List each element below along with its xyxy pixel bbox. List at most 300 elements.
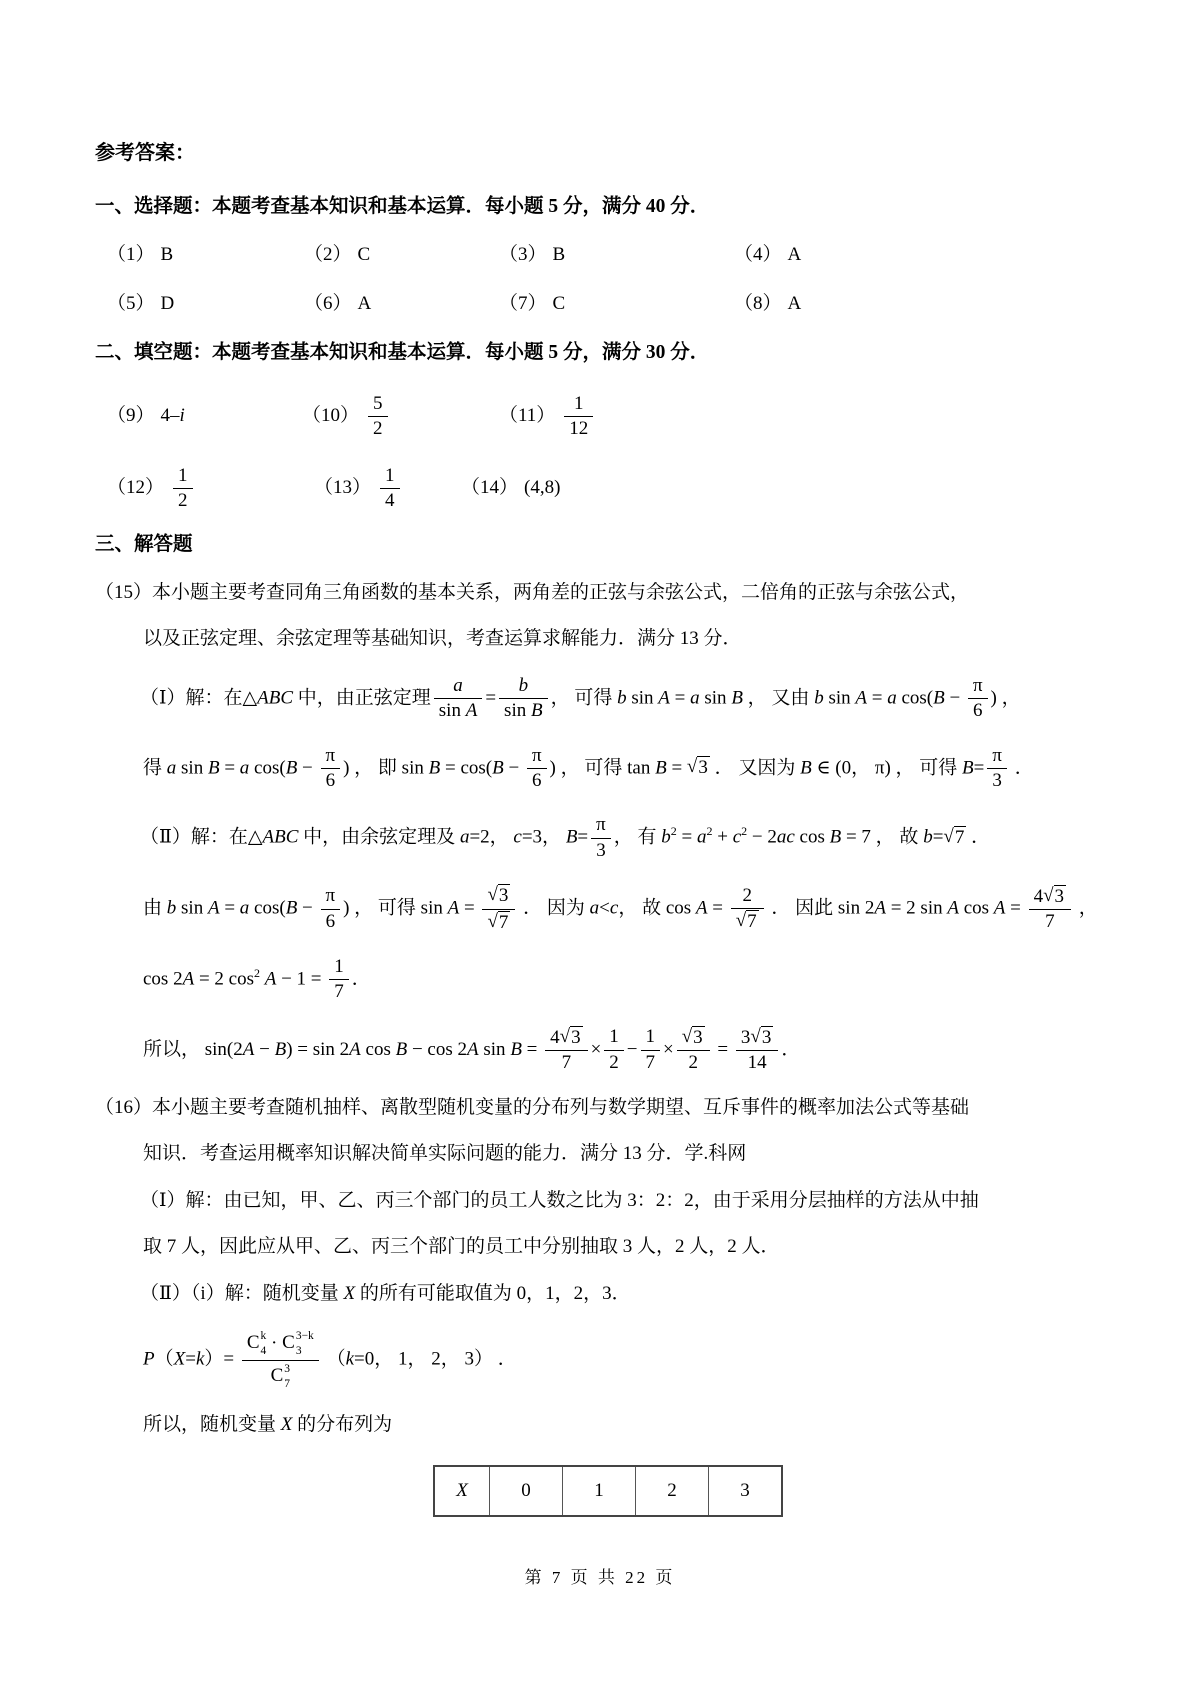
superscript: 2 <box>741 824 748 839</box>
combination-symbol <box>270 1363 291 1390</box>
math-var: k <box>345 1348 355 1370</box>
problem-16-intro-line-1: （16）本小题主要考查随机抽样、离散型随机变量的分布列与数学期望、互斥事件的概率加法公式等基础 <box>95 1096 970 1118</box>
math-text: sin <box>504 700 531 722</box>
math-text: = <box>1005 897 1026 919</box>
answer-item <box>734 241 801 270</box>
math-text: 7 <box>747 911 757 933</box>
math-text: ． <box>966 826 991 848</box>
math-text: 2 <box>178 490 188 511</box>
math-var: A <box>874 897 886 919</box>
math-var: a <box>589 897 600 919</box>
math-text: 6 <box>325 910 336 932</box>
fraction <box>380 465 400 513</box>
radicand <box>498 884 511 907</box>
answer-item <box>304 290 499 319</box>
math-text: × <box>663 1038 674 1060</box>
math-text: ． 因为 <box>518 897 590 919</box>
math-text: · <box>266 1332 283 1354</box>
answer-item <box>499 390 596 444</box>
answer-value <box>377 464 403 511</box>
math-text: ) ， 可得 tan <box>549 756 656 778</box>
math-var: ABC <box>262 826 299 848</box>
math-text: 3 <box>571 1026 581 1048</box>
table-row <box>434 1466 782 1516</box>
math-text: 3 <box>992 769 1002 791</box>
math-text: ， 有 <box>613 826 662 848</box>
radical-sign: √ <box>1043 884 1054 906</box>
math-var: B <box>565 826 578 848</box>
fraction-denominator <box>736 1051 778 1074</box>
answer-item <box>107 241 304 270</box>
fraction <box>677 1026 710 1075</box>
math-text: − cos 2 <box>407 1038 468 1060</box>
answer-value: D <box>160 292 175 314</box>
fraction-numerator <box>987 745 1007 769</box>
combination-symbol <box>246 1330 267 1358</box>
math-var: a <box>690 687 700 709</box>
math-text: =0， 1， 2， 3） ． <box>354 1348 517 1370</box>
math-var: A <box>349 1038 361 1060</box>
fraction-denominator <box>482 910 515 934</box>
superscript: 2 <box>253 965 260 980</box>
fraction-denominator <box>1029 910 1071 933</box>
fraction-denominator <box>545 1051 587 1074</box>
math-text: cos <box>958 897 994 919</box>
math-text: （Ⅱ）（i）解：随机变量 <box>140 1282 344 1304</box>
answer-value: A <box>357 292 372 314</box>
math-text: 2 <box>609 1051 619 1073</box>
fraction-numerator <box>677 1026 710 1051</box>
problem-15-solution-line <box>140 811 1112 865</box>
math-text: = <box>219 756 240 778</box>
superscript: 2 <box>706 824 713 839</box>
math-text: − 1 = <box>276 968 327 990</box>
fraction-numerator <box>736 1026 778 1051</box>
math-var: B <box>731 687 743 709</box>
fraction-numerator <box>968 675 988 699</box>
fraction <box>604 1026 624 1074</box>
math-text: cos <box>360 1038 396 1060</box>
fraction-denominator <box>987 769 1007 792</box>
fraction-numerator <box>242 1329 319 1361</box>
answer-item <box>107 290 304 319</box>
sqrt-radical <box>1043 886 1066 907</box>
combination-base: C <box>282 1332 295 1354</box>
fraction <box>434 675 483 723</box>
fraction-denominator <box>173 489 193 512</box>
sqrt-radical <box>750 1027 773 1048</box>
math-text: 4 <box>1033 885 1044 907</box>
fraction <box>173 465 193 513</box>
math-var: ABC <box>257 687 294 709</box>
math-var: X <box>343 1282 356 1304</box>
math-text: = <box>185 1348 196 1370</box>
math-text: = <box>666 756 687 778</box>
fraction <box>1029 885 1071 934</box>
answer-value: B <box>552 244 566 266</box>
answer-value: A <box>787 244 802 266</box>
math-text: π <box>596 814 606 836</box>
math-text: ． <box>781 1038 801 1060</box>
math-text: ) ， 可得 sin <box>343 897 448 919</box>
math-var: P <box>143 1348 155 1370</box>
math-var: B <box>428 756 441 778</box>
problem-16-intro-line-2: 知识．考查运用概率知识解决简单实际问题的能力．满分 13 分．学.科网 <box>143 1143 747 1165</box>
fraction-denominator <box>434 699 483 722</box>
fraction <box>641 1026 661 1074</box>
math-var: B <box>492 756 504 778</box>
math-text: 所以，随机变量 <box>143 1413 281 1435</box>
combination-scripts <box>284 1362 290 1392</box>
fraction-denominator <box>968 699 988 722</box>
math-var: B <box>530 700 543 722</box>
fraction-denominator <box>329 980 349 1003</box>
answer-item <box>734 290 801 319</box>
math-text: ． <box>351 968 371 990</box>
math-var: B <box>285 897 298 919</box>
radical-sign: √ <box>943 825 954 847</box>
fraction <box>242 1329 319 1392</box>
answer-item <box>107 402 302 431</box>
fraction-numerator <box>499 675 548 699</box>
fraction <box>591 814 611 862</box>
problem-15-solution-line <box>140 672 1112 726</box>
sqrt-radical <box>487 912 510 933</box>
math-var: A <box>242 1038 255 1060</box>
radicand <box>498 911 511 934</box>
math-var: c <box>609 897 619 919</box>
fraction <box>545 1026 587 1075</box>
math-text: =2， <box>469 826 514 848</box>
radical-sign: √ <box>686 755 698 777</box>
math-text: ）= <box>204 1348 239 1370</box>
answer-label: （9） <box>107 405 155 427</box>
math-text: 1 <box>645 1026 656 1048</box>
radical-sign: √ <box>487 910 498 932</box>
combination-symbol <box>282 1330 314 1358</box>
math-text: 所以， sin(2 <box>143 1038 243 1060</box>
fraction-numerator <box>731 885 764 909</box>
math-text: 6 <box>531 769 542 791</box>
math-var: B <box>395 1038 408 1060</box>
math-text: 2 <box>373 418 383 439</box>
math-text: = 2 sin <box>885 897 948 919</box>
math-text: = <box>932 826 944 848</box>
fraction-numerator <box>1029 885 1071 910</box>
math-text: 4– <box>160 405 180 427</box>
fraction-numerator <box>434 675 483 699</box>
answer-label: （14） <box>461 477 519 499</box>
answer-label: （12） <box>107 476 165 498</box>
fraction-denominator <box>731 909 764 933</box>
radical-sign: √ <box>559 1025 571 1047</box>
distribution-table <box>433 1465 783 1517</box>
sqrt-radical <box>487 885 510 906</box>
math-text: 3 <box>693 1026 703 1048</box>
answer-value <box>524 477 560 498</box>
math-text: 1 <box>574 392 584 414</box>
math-text: sin <box>438 700 466 722</box>
fill-answers-row-2 <box>107 458 1112 520</box>
math-var: A <box>207 897 220 919</box>
math-text: = 7 ， 故 <box>841 826 924 848</box>
answer-label: （1） <box>107 244 155 266</box>
fraction-denominator <box>604 1051 624 1074</box>
problem-16-part2-line <box>140 1280 1112 1309</box>
section-choice-heading: 一、选择题：本题考查基本知识和基本运算．每小题 5 分，满分 40 分． <box>95 196 710 217</box>
math-var: ac <box>776 826 795 848</box>
combination-subscript: 3 <box>295 1345 302 1358</box>
answer-value: B <box>160 244 174 266</box>
math-var: A <box>467 1038 479 1060</box>
fraction-numerator <box>482 884 515 909</box>
answer-value: C <box>552 292 566 314</box>
fraction-denominator <box>368 417 388 440</box>
math-text: sin <box>626 687 659 709</box>
math-text: π <box>325 744 336 766</box>
answer-item <box>314 462 461 516</box>
math-text: ． <box>1009 756 1034 778</box>
radical-sign: √ <box>735 910 747 932</box>
fill-answers-row-1 <box>107 386 1112 448</box>
math-text: 1 <box>334 956 344 977</box>
fraction <box>321 885 341 933</box>
problem-15-intro-line-1: （15）本小题主要考查同角三角函数的基本关系，两角差的正弦与余弦公式，二倍角的正弦与余弦公式， <box>95 581 970 603</box>
fraction-denominator <box>527 769 547 792</box>
math-text: sin <box>176 756 208 778</box>
math-var: a <box>459 826 470 848</box>
math-text: 的分布列为 <box>292 1413 393 1435</box>
math-text: 2 <box>742 884 752 906</box>
math-text: cos 2 <box>143 968 183 990</box>
choice-answers-row-1 <box>107 241 1112 270</box>
math-text: ) ， 即 sin <box>343 756 429 778</box>
math-var: B <box>655 756 667 778</box>
sqrt-radical <box>736 911 759 932</box>
combination-base: C <box>246 1332 260 1354</box>
math-text: = <box>973 756 985 778</box>
fraction <box>527 745 547 793</box>
math-text: = <box>712 1038 733 1060</box>
table-cell-header: X <box>434 1466 490 1516</box>
math-text: sin <box>699 687 732 709</box>
problem-15-solution-line <box>143 1023 1112 1078</box>
math-text: π <box>972 674 983 696</box>
table-cell: 2 <box>636 1466 709 1516</box>
radical-sign: √ <box>681 1025 693 1047</box>
math-text: = <box>866 687 888 709</box>
math-var: B <box>962 756 974 778</box>
fraction <box>987 745 1007 793</box>
math-text: ∈ (0， π) ， 可得 <box>811 756 963 778</box>
math-var: b <box>617 687 627 709</box>
math-text: sin <box>176 897 208 919</box>
math-text: ． 又因为 <box>709 756 801 778</box>
answer-item <box>302 390 499 444</box>
math-text: 7 <box>954 826 965 848</box>
sqrt-radical <box>682 1027 705 1048</box>
answer-label: （4） <box>734 244 782 266</box>
radical-sign: √ <box>750 1025 761 1047</box>
math-text: = <box>485 687 497 709</box>
math-text: 得 <box>143 756 167 778</box>
combination-base: C <box>270 1365 284 1387</box>
math-var: B <box>933 687 945 709</box>
fraction-denominator <box>242 1361 319 1392</box>
answer-label: （11） <box>499 404 556 426</box>
math-text: ) = sin 2 <box>286 1038 350 1060</box>
fraction-denominator <box>321 769 341 792</box>
fraction <box>499 675 548 723</box>
answer-item <box>461 474 560 503</box>
math-text: 6 <box>325 769 336 791</box>
math-text: = <box>219 897 240 919</box>
answer-value <box>170 464 196 511</box>
math-text: π <box>325 885 336 907</box>
math-text: = <box>521 1038 543 1060</box>
math-text: − 2 <box>747 826 777 848</box>
math-text: 2 <box>688 1052 698 1074</box>
math-text: sin <box>478 1038 511 1060</box>
math-text: 4 <box>550 1026 560 1048</box>
math-text: （Ⅰ）解：在△ <box>140 687 258 709</box>
math-text: ， 故 cos <box>618 897 696 919</box>
table-cell: 0 <box>490 1466 563 1516</box>
fraction-numerator <box>545 1026 587 1051</box>
math-text: − <box>297 897 318 919</box>
answer-label: （2） <box>304 244 352 266</box>
answer-value: A <box>787 292 802 314</box>
superscript: 2 <box>670 824 677 839</box>
combination-superscript: 3 <box>284 1363 291 1375</box>
combination-superscript: k <box>260 1330 267 1343</box>
fraction-denominator <box>641 1051 661 1074</box>
math-text: 1 <box>609 1026 619 1048</box>
radical-sign: √ <box>487 884 498 906</box>
problem-15-intro-line-2: 以及正弦定理、余弦定理等基础知识，考查运算求解能力．满分 13 分． <box>143 628 742 650</box>
math-text: 5 <box>373 392 383 414</box>
problem-16-part1-line-2: 取 7 人，因此应从甲、乙、丙三个部门的员工中分别抽取 3 人，2 人，2 人． <box>143 1236 780 1258</box>
math-var: A <box>658 687 670 709</box>
problem-16-table-intro <box>143 1411 1112 1440</box>
math-var: b <box>518 674 529 696</box>
math-var: A <box>264 968 277 990</box>
math-text: 7 <box>1045 911 1055 933</box>
problem-16-probability-formula <box>143 1326 1112 1395</box>
fraction-numerator <box>591 814 611 838</box>
fraction-denominator <box>321 910 341 933</box>
answer-value <box>161 405 185 426</box>
math-var: c <box>513 826 522 848</box>
math-var: A <box>993 897 1006 919</box>
math-var: A <box>855 687 867 709</box>
math-var: a <box>887 687 897 709</box>
fraction-numerator <box>321 745 341 769</box>
math-text: 中，由正弦定理 <box>293 687 431 709</box>
page-footer: 第 7 页 共 22 页 <box>524 1567 676 1587</box>
math-text: 的所有可能取值为 0，1，2，3． <box>355 1282 631 1304</box>
math-text: 3 <box>596 839 606 861</box>
math-text: 7 <box>645 1051 656 1073</box>
math-text: cos( <box>249 897 286 919</box>
math-text: = <box>459 897 480 919</box>
math-text: − <box>944 687 965 709</box>
fraction-denominator <box>380 489 400 512</box>
answer-value: C <box>357 244 371 266</box>
math-text: 14 <box>747 1052 767 1074</box>
math-var: X <box>173 1348 186 1370</box>
fraction-numerator <box>173 465 193 489</box>
sqrt-radical <box>560 1027 583 1048</box>
fraction <box>329 956 349 1004</box>
sqrt-radical <box>943 827 966 848</box>
fraction-numerator <box>527 745 547 769</box>
math-var: c <box>732 826 742 848</box>
fraction-numerator <box>321 885 341 909</box>
table-cell: 1 <box>563 1466 636 1516</box>
math-var: B <box>285 756 298 778</box>
radicand <box>761 1026 774 1049</box>
math-text: π <box>992 744 1002 766</box>
math-text: 3 <box>740 1026 751 1048</box>
sqrt-radical <box>687 757 710 778</box>
answer-item <box>499 241 734 270</box>
radicand <box>692 1026 705 1049</box>
math-text: < <box>599 897 610 919</box>
radicand <box>570 1026 583 1049</box>
math-text: = <box>676 826 697 848</box>
math-var: B <box>800 756 812 778</box>
radicand <box>954 826 967 849</box>
math-text: 7 <box>334 981 344 1003</box>
math-text: =3， <box>521 826 566 848</box>
math-text: 6 <box>972 700 983 722</box>
math-text: 12 <box>569 418 589 439</box>
section-fill-heading: 二、填空题：本题考查基本知识和基本运算．每小题 5 分，满分 30 分． <box>95 342 710 364</box>
math-text: = <box>707 897 728 919</box>
math-text: + <box>712 826 733 848</box>
combination-subscript: 4 <box>260 1345 267 1358</box>
fraction <box>736 1026 778 1075</box>
choice-answers-row-2 <box>107 290 1112 319</box>
answer-label: （13） <box>314 476 372 498</box>
math-text: × <box>590 1038 602 1060</box>
answer-label: （10） <box>302 404 360 426</box>
math-text: ， 又由 <box>742 687 815 709</box>
radicand <box>1054 885 1067 908</box>
fraction-denominator <box>591 839 611 862</box>
math-text: 4 <box>385 490 395 511</box>
math-var: b <box>661 826 671 848</box>
math-text: sin <box>823 687 856 709</box>
math-text: 7 <box>561 1052 572 1074</box>
math-text: ) ， <box>990 687 1021 709</box>
math-var: B <box>274 1038 287 1060</box>
math-text: cos( <box>896 687 934 709</box>
fraction-numerator <box>641 1026 661 1050</box>
math-text: ， <box>1074 897 1098 919</box>
math-text: − <box>503 756 524 778</box>
math-var: A <box>447 897 460 919</box>
math-var: A <box>695 897 708 919</box>
fraction-numerator <box>368 393 388 417</box>
math-var: b <box>166 897 177 919</box>
math-text: = cos( <box>440 756 493 778</box>
math-var: a <box>696 826 707 848</box>
math-text: − <box>626 1038 638 1060</box>
problem-15-solution-line <box>143 742 1112 796</box>
fraction-numerator <box>604 1026 624 1050</box>
